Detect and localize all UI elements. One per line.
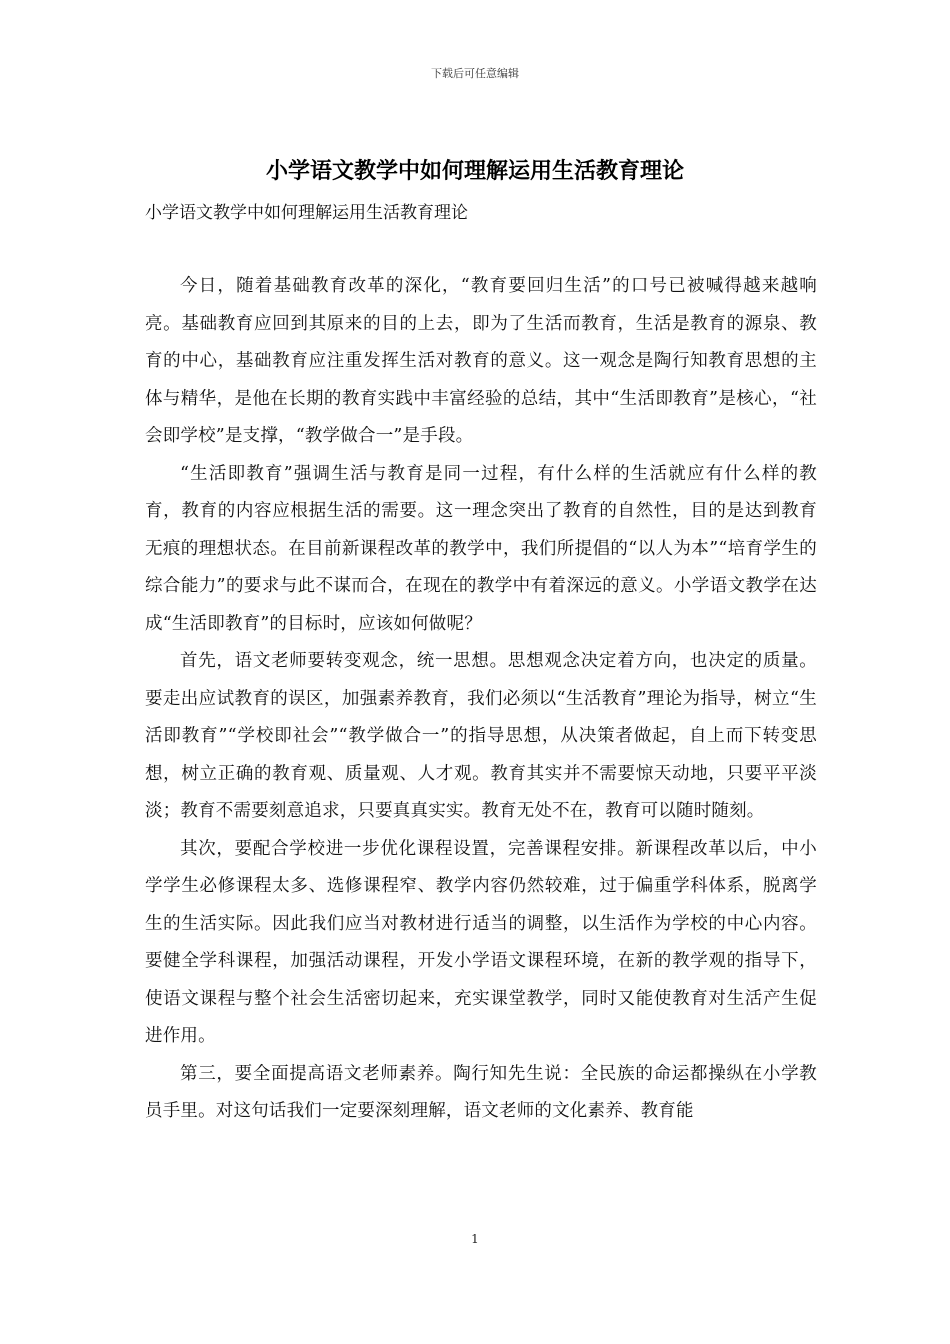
paragraph-3: 首先，语文老师要转变观念，统一思想。思想观念决定着方向，也决定的质量。要走出应试教育的误区，加强素养教育，我们必须以“生活教育”理论为指导，树立“生活即教育”“学校即社会”“教学做合一”的指导思想，从决策者做起，自上而下转变思想，树立正确的教育观、质量观、人才观。教育其实并不需要惊天动地，只要平平淡淡；教育不需要刻意追求，只要真真实实。教育无处不在，教育可以随时随刻。 xyxy=(145,651,817,821)
paragraph-4: 其次，要配合学校进一步优化课程设置，完善课程安排。新课程改革以后，中小学学生必修课程太多、选修课程窄、教学内容仍然较难，过于偏重学科体系，脱离学生的生活实际。因此我们应当对教材进行适当的调整，以生活作为学校的中心内容。要健全学科课程，加强活动课程，开发小学语文课程环境，在新的教学观的指导下，使语文课程与整个社会生活密切起来，充实课堂教学，同时又能使教育对生活产生促进作用。 xyxy=(145,838,817,1046)
document-title: 小学语文教学中如何理解运用生活教育理论 xyxy=(265,158,684,184)
paragraph-1: 今日，随着基础教育改革的深化，“教育要回归生活”的口号已被喊得越来越响亮。基础教育应回到其原来的目的上去，即为了生活而教育，生活是教育的源泉、教育的中心，基础教育应注重发挥生活对教育的意义。这一观念是陶行知教育思想的主体与精华，是他在长期的教育实践中丰富经验的总结，其中“生活即教育”是核心，“社会即学校”是支撑，“教学做合一”是手段。 xyxy=(145,276,817,446)
document-body xyxy=(145,268,817,1131)
page-number: 1 xyxy=(471,1232,479,1246)
paragraph-2: “生活即教育”强调生活与教育是同一过程，有什么样的生活就应有什么样的教育，教育的内容应根据生活的需要。这一理念突出了教育的自然性，目的是达到教育无痕的理想状态。在目前新课程改革的教学中，我们所提倡的“以人为本”“培育学生的综合能力”的要求与此不谋而合，在现在的教学中有着深远的意义。小学语文教学在达成“生活即教育”的目标时，应该如何做呢？ xyxy=(145,463,817,634)
paragraph-5: 第三，要全面提高语文老师素养。陶行知先生说：全民族的命运都操纵在小学教员手里。对这句话我们一定要深刻理解，语文老师的文化素养、教育能 xyxy=(145,1063,817,1121)
page-header-note: 下载后可任意编辑 xyxy=(431,67,519,80)
document-subtitle: 小学语文教学中如何理解运用生活教育理论 xyxy=(145,203,468,223)
